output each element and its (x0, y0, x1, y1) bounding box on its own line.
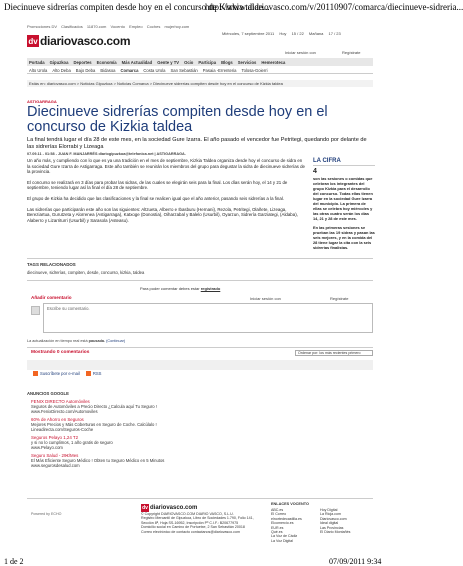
ad-url[interactable]: www.segurosdesalud.com (31, 463, 80, 468)
weather-today-label: Hoy (279, 31, 287, 36)
enlace-link[interactable]: EUR.es (271, 525, 284, 530)
enlace-link[interactable]: La Voz de Cádiz (271, 534, 298, 539)
subnav-item[interactable]: Costa Urola (143, 67, 166, 73)
enlace-link[interactable]: Elcomercio.es (271, 521, 294, 526)
subnav-item[interactable]: Alto Deba (52, 67, 71, 73)
current-date: Miércoles, 7 septiembre 2011 (222, 31, 275, 36)
top-link[interactable]: Promociones DV (27, 24, 58, 29)
avatar (31, 306, 40, 315)
divider (27, 258, 373, 259)
enlaces-col-b (320, 508, 350, 534)
nav-item[interactable]: Blogs (221, 59, 233, 65)
nav-item[interactable]: Hemeroteca (261, 59, 286, 65)
print-header-title: Diecinueve sidrerías compiten desde hoy en el concurso de Kizkia talde... (4, 2, 270, 12)
realtime-state: pausada. (88, 339, 106, 343)
footer-legal (141, 512, 266, 534)
cifra-paragraph: En las primeras sesiones se prueban las 19 sidras y pasan las seis mejores, y en la comida del 28 tiene lugar la cita con la seis sidrerías finalistas. (313, 225, 375, 250)
ads-title: ANUNCIOS GOOGLE (27, 391, 69, 396)
article-body (27, 158, 305, 228)
comment-login-link[interactable]: Iniciar sesión con (250, 296, 281, 301)
tags-list[interactable]: diecinueve, sidrerías, compiten, desde, concurso, kizkia, taldea (27, 270, 145, 275)
footer-logo-name: diariovasco.com (150, 505, 198, 511)
google-ads (31, 399, 231, 471)
article-headline: Diecinueve sidrerías compiten desde hoy en el concurso de Kizkia taldea (27, 104, 328, 135)
logo-mark: dv (28, 36, 38, 46)
top-link[interactable]: Vocento (110, 24, 125, 29)
print-page-number: 1 de 2 (4, 557, 24, 566)
site-logo[interactable] (27, 34, 130, 48)
ad-title[interactable]: FENIX DIRECTO Automóviles (31, 399, 90, 404)
nav-item[interactable]: Gipuzkoa (49, 59, 69, 65)
top-link[interactable]: Empleo (129, 24, 143, 29)
logo-name: diariovasco.com (40, 34, 131, 48)
ad-desc: Mejores Precios y Más Coberturas en Seguro de Coche. Calcúlalo ! (31, 422, 157, 427)
nav-item[interactable]: Economía (96, 59, 117, 65)
cifra-divider (313, 165, 375, 166)
subnav-item[interactable]: Alto Urola (29, 67, 48, 73)
enlace-link[interactable]: El Correo (271, 512, 287, 517)
ad-desc: Seguros de Automóviles a Precio Directo ¿Calcula aquí Tu Seguro ! (31, 404, 157, 409)
print-datetime: 07/09/2011 9:34 (329, 557, 382, 566)
article-paragraph: Un año más, y cumpliendo con lo que es ya una tradición en el mes de septiembre, Kizkia Taldea organiza desde hoy el concurso de sidra en la sociedad Gure Izarra de Astigarraga. Este año también se reunirán los miembros del grupo para degustar la sidra de diecinueve sidrerías de la provincia. (27, 158, 305, 175)
ad-desc: El Más Eficiente Seguro Médico ! Obten tu Seguro Médico en 5 Minutos (31, 458, 165, 463)
footer-line: Domicilio social en Camino de Portuetxe, 2 San Sebastián 20018 (141, 525, 245, 530)
comments-list (27, 360, 373, 370)
article-paragraph: El concurso se realizará en 3 días para probar las sidras, de las cuales se elegirán seis para la final. Los días serán hoy, el 14 y 21 de septiembre, teniendo lugar así la final el día 28 de septiembre. (27, 179, 288, 191)
article-lead: La final tendrá lugar el día 28 de este mes, en la sociedad Gure Izarra. El año pasado el vencedor fue Petritegi, quedando por delante de las sidrerías Elorrabi y Lizeaga (27, 137, 367, 150)
enlace-link[interactable]: Diariovasco.com (320, 516, 347, 521)
cifra-label: LA CIFRA (313, 158, 341, 164)
top-link[interactable]: Coches (146, 24, 161, 29)
cifra-paragraph: son las sesiones o comidas que celebran los integrantes del grupo Kizkia para el desarrollo del concurso. Todas ellas tienen lugar en la sociedad Gure Izarra del municipio. La primera de ellas se celebra hoy miércoles y las otras cuatro serán los días 14, 21 y 28 de este mes. (313, 176, 373, 221)
rss-icon (86, 371, 91, 376)
comment-input[interactable]: Escribe su comentario. (43, 303, 373, 333)
main-nav (27, 58, 373, 66)
subscribe-bar (31, 371, 101, 376)
subnav-item-active[interactable]: Comarca (120, 67, 139, 73)
sub-nav (27, 67, 373, 74)
top-link[interactable]: mujerhoy.com (164, 24, 190, 29)
register-link[interactable]: Regístrate (342, 50, 361, 55)
ad-url[interactable]: www.Pelayo.com (31, 445, 63, 450)
enlace-link[interactable]: La Voz Digital (271, 538, 293, 543)
comments-count: Mostrando 0 comentarios (31, 350, 90, 355)
enlaces-title: ENLACES VOCENTO (271, 502, 309, 506)
realtime-note-text: La actualización en tiempo real está (27, 339, 88, 343)
comment-notice (140, 286, 220, 291)
nav-item[interactable]: Servicios (237, 59, 257, 65)
nav-item[interactable]: Ocio (184, 59, 194, 65)
add-comment-title: Añadir comentario (31, 295, 72, 300)
weather-today-values: 15 / 22 (291, 31, 304, 36)
article-byline: 07.09.11 - 01:58 - JUAN F. MANJARRÉS diariogipuzkoa@telefonica.net | ASTIGARRAGA. (27, 152, 186, 156)
ad-item[interactable] (31, 453, 231, 468)
ad-url[interactable]: www.FenixDirecto.com/Automoviles (31, 409, 98, 414)
footer-logo-mark: dv (142, 505, 148, 511)
nav-item[interactable]: Deportes (73, 59, 92, 65)
ad-title[interactable]: Seguro Salud - 29€/Mes (31, 453, 79, 458)
enlace-link[interactable]: Las Provincias (320, 525, 344, 530)
divider (27, 280, 373, 281)
article-section[interactable]: ASTIGARRAGA (27, 99, 57, 104)
footer-line: Correo electrónico de contacto contactanos@diariovasco.com (141, 529, 240, 534)
rss-link[interactable]: RSS (92, 371, 102, 376)
divider (27, 498, 373, 499)
nav-item[interactable]: Portada (29, 59, 45, 65)
enlace-link[interactable]: La Rioja.com (320, 512, 341, 517)
dateline (222, 31, 345, 36)
subnav-item[interactable]: Bidasoa (100, 67, 116, 73)
powered-by: Powered by ECHO (31, 512, 62, 516)
ad-item[interactable] (31, 399, 231, 414)
weather-tomorrow-label: Mañana (308, 31, 324, 36)
enlace-link[interactable]: Qué.es (271, 530, 283, 535)
breadcrumb: Estás en: diariovasco.com > Noticias Gipuzkoa > Noticias Comarca > Diecinueve sidrerías compiten desde hoy en el concurso de Kizkia taldea (27, 80, 373, 87)
ad-title[interactable]: 60% de Ahorro en Seguros (31, 417, 84, 422)
print-header-url: http://www.diariovasco.com/v/20110907/comarca/diecinueve-sidreria... (205, 2, 463, 12)
top-links (27, 24, 192, 29)
cifra-number: 4 (313, 168, 317, 175)
ad-item[interactable] (31, 435, 231, 450)
ad-item[interactable] (31, 417, 231, 432)
weather-tomorrow-values: 17 / 23 (328, 31, 341, 36)
subnav-item[interactable]: Tolosa-Goierri (241, 67, 268, 73)
enlace-link[interactable]: Hoy Digital (320, 508, 338, 512)
comment-notice-text: Para poder comentar debes estar (140, 286, 200, 291)
enlaces-col-a (271, 508, 302, 543)
continue-link[interactable]: (Continuar) (106, 339, 126, 343)
login-link[interactable]: Iniciar sesión con (285, 50, 316, 55)
article-paragraph: El grupo de Kizkia ha decidido que las clasificaciones y la final se realicen igual que el año anterior, pasando seis sidrerías a la final. (27, 195, 285, 201)
subnav-item[interactable]: San Sebastián (170, 67, 198, 73)
top-link[interactable]: 11870.com (86, 24, 107, 29)
nav-item[interactable]: Más Actualidad (121, 59, 153, 65)
comment-register-link[interactable]: Regístrate (330, 296, 349, 301)
enlace-link[interactable]: El Diario Montañés (320, 530, 351, 535)
subscribe-email-link[interactable]: Suscríbete por e-mail (40, 371, 80, 376)
divider (27, 347, 373, 348)
footer-logo[interactable] (141, 504, 197, 512)
sort-select[interactable]: Ordenar por: los más recientes primero (295, 350, 373, 356)
ad-url[interactable]: Lineadirecta.com/Seguros-Coche (31, 427, 94, 432)
subnav-item[interactable]: Bajo Deba (75, 67, 96, 73)
ad-title[interactable]: Seguros Pelayo 1,24 T2 (31, 435, 79, 440)
article-paragraph: Las sidrerías que participarán este año son las siguientes: Altzueta, Alberro e Iba​sburu (Hernani), Rezola, Petritegi, Olañete, Lizeaga, Bereziartua, Gurutzeta y Alorrenea (Astigarraga), Katxoge (Donostia), Oiharzabal y Balelo (Usurbil), Oyarzun, Sidrería Garziategi, (Aldaba), Alaberro y Lizarriturri (Usurbil) y Saraso​la (Asteasu). (27, 206, 298, 223)
tags-title: TAGS RELACIONADOS (27, 262, 76, 267)
enlace-link[interactable]: elnortedecastilla.es (271, 516, 302, 521)
enlace-link[interactable]: ABC.es (271, 508, 284, 512)
nav-item[interactable]: Participa (198, 59, 217, 65)
enlace-link[interactable]: Ideal digital (320, 521, 339, 526)
realtime-note (27, 339, 125, 343)
email-icon (33, 371, 38, 376)
footer-line: Registro Mercantil de Gipuzkoa, Libro de Sociedades 1.790, Folio 141, Sección 8ª, Hoja SS-16952, Inscripción Pº C.I.F.: B20677975 (141, 516, 254, 525)
top-link[interactable]: Clasificados (61, 24, 83, 29)
footer-line: © Copyright DIARIOVASCO.COM DIARIO VASCO, S.L.U. (141, 512, 234, 516)
ad-desc: y si no lo cumplimos, 1 año gratis de seguro (31, 440, 113, 445)
register-required-link[interactable]: registrado (200, 286, 221, 291)
subnav-item[interactable]: Pasaia -Errenteria (202, 67, 237, 73)
cifra-text (313, 176, 375, 254)
nav-item[interactable]: Gente y TV (157, 59, 180, 65)
